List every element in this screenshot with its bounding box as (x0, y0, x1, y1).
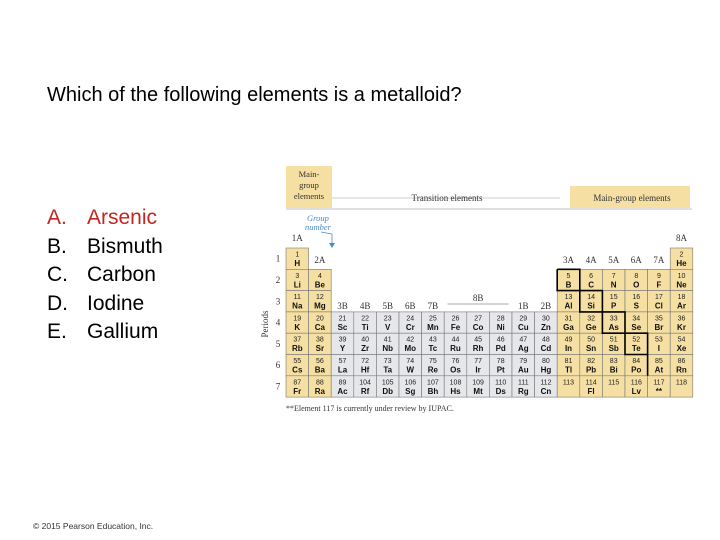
element-number: 56 (316, 358, 324, 365)
element-number: 77 (474, 358, 482, 365)
element-symbol: Ga (563, 322, 574, 332)
element-symbol: K (294, 322, 301, 332)
element-symbol: Lv (631, 386, 641, 396)
element-number: 50 (587, 336, 595, 344)
element-symbol: Ir (475, 365, 481, 375)
element-number: 19 (293, 315, 302, 323)
element-number: 87 (293, 379, 302, 387)
element-symbol: At (654, 365, 664, 375)
element-symbol: Ag (517, 344, 529, 354)
element-symbol: Be (314, 280, 326, 290)
element-number: 45 (474, 336, 482, 344)
element-symbol: Br (654, 322, 664, 332)
element-number: 13 (564, 294, 573, 302)
element-number: 7 (611, 272, 616, 280)
element-symbol: Cl (654, 301, 663, 311)
answer-list (47, 204, 163, 347)
element-symbol: Cs (292, 365, 303, 375)
main-group-header-right-label: Main-group elements (593, 193, 671, 203)
element-symbol: As (608, 322, 619, 332)
periodic-table-figure (260, 164, 700, 434)
element-number: 47 (519, 336, 528, 344)
element-symbol: Rb (291, 344, 303, 354)
element-symbol: Bh (427, 386, 439, 396)
element-symbol: Kr (677, 322, 686, 332)
element-symbol: Ne (676, 280, 687, 290)
element-number: 6 (589, 272, 594, 280)
element-number: 30 (542, 315, 550, 323)
element-number: 16 (632, 294, 641, 302)
element-number: 107 (427, 379, 439, 387)
element-number: 12 (316, 294, 324, 302)
element-symbol: Ge (585, 322, 597, 332)
element-number: 89 (338, 379, 347, 387)
element-number: 105 (381, 379, 394, 387)
element-number: 79 (519, 358, 528, 365)
element-number: 75 (429, 358, 437, 365)
element-number: 44 (451, 336, 460, 344)
element-number: 76 (451, 358, 460, 365)
element-symbol: Al (564, 301, 573, 311)
element-symbol: V (385, 322, 391, 332)
element-number: 112 (540, 379, 552, 387)
element-number: 115 (608, 379, 620, 387)
element-symbol: Mn (427, 322, 439, 332)
answer-e (47, 318, 163, 347)
element-number: 25 (429, 315, 437, 323)
element-symbol: Rf (360, 386, 370, 396)
element-symbol: Hs (450, 386, 461, 396)
group-label: 1B (518, 301, 529, 311)
answer-letter: B. (47, 234, 67, 258)
answer-c (47, 261, 163, 290)
element-symbol: F (656, 280, 662, 290)
element-number: 17 (655, 294, 663, 302)
element-symbol: Ti (361, 322, 369, 332)
copyright-footer: © 2015 Pearson Education, Inc. (33, 521, 154, 531)
element-number: 2 (679, 251, 684, 259)
element-number: 34 (632, 315, 641, 323)
element-symbol: Ca (314, 322, 326, 332)
element-number: 22 (361, 315, 369, 323)
element-symbol: Mg (314, 301, 326, 311)
answer-letter: E. (47, 320, 67, 343)
element-number: 84 (632, 358, 641, 365)
period-number: 2 (275, 274, 281, 285)
element-number: 46 (496, 336, 505, 344)
period-number: 7 (275, 381, 281, 392)
answer-letter: A. (47, 206, 67, 229)
element-number: 33 (609, 315, 618, 323)
element-number: 57 (338, 358, 347, 365)
element-symbol: Rg (517, 386, 529, 396)
element-symbol: Os (450, 365, 461, 375)
element-symbol: Xe (676, 344, 687, 354)
element-number: 117 (653, 379, 665, 387)
element-number: 29 (519, 315, 528, 323)
element-symbol: Pb (585, 365, 597, 375)
element-symbol: Cr (405, 322, 415, 332)
element-symbol: Pt (496, 365, 505, 375)
element-symbol: Te (631, 344, 641, 354)
element-number: 104 (359, 379, 371, 387)
main-group-header-left-label: elements (293, 191, 325, 201)
group-label: 5B (382, 301, 393, 311)
element-number: 81 (564, 358, 573, 365)
question-text: Which of the following elements is a metalloid? (47, 84, 462, 106)
element-number: 52 (632, 336, 641, 344)
element-number: 26 (451, 315, 460, 323)
element-number: 27 (474, 315, 482, 323)
element-symbol: Mo (404, 344, 417, 354)
group-label: 4B (359, 301, 371, 311)
element-number: 116 (630, 379, 642, 387)
group-label: 2B (540, 301, 552, 311)
element-number: 42 (406, 336, 415, 344)
element-symbol: Ds (495, 386, 506, 396)
element-number: 113 (562, 379, 575, 387)
element-number: 53 (655, 336, 663, 344)
element-number: 110 (495, 379, 507, 387)
element-symbol: La (337, 365, 348, 375)
element-number: 73 (383, 358, 392, 365)
element-number: 37 (293, 336, 302, 344)
element-number: 3 (295, 272, 300, 280)
element-symbol: O (633, 280, 640, 290)
element-symbol: Tl (564, 365, 573, 375)
answer-text: Gallium (87, 320, 159, 343)
element-symbol: Sr (315, 344, 325, 354)
element-number: 83 (609, 358, 618, 365)
element-number: 118 (675, 379, 688, 387)
element-symbol: Ac (337, 386, 348, 396)
element-symbol: Si (587, 301, 595, 311)
group-label: 3B (337, 301, 348, 311)
element-number: 106 (404, 379, 417, 387)
main-group-header-left-label: Main- (298, 169, 320, 179)
element-symbol: Y (339, 344, 346, 354)
group-label: 7B (427, 301, 439, 311)
answer-text: Carbon (87, 263, 156, 286)
element-symbol: He (676, 259, 687, 268)
element-number: 88 (316, 379, 324, 387)
element-number: 15 (609, 294, 618, 302)
answer-b (47, 233, 163, 262)
element-number: 10 (677, 272, 686, 280)
answer-d (47, 290, 163, 319)
element-number: 49 (564, 336, 573, 344)
periods-axis-label: Periods (260, 310, 270, 338)
answer-letter: D. (47, 291, 68, 315)
element-symbol: Fr (293, 386, 302, 396)
element-symbol: Zn (541, 322, 551, 332)
period-number: 3 (275, 296, 281, 307)
element-number: 28 (496, 315, 505, 323)
element-symbol: Rh (472, 344, 484, 354)
element-number: 21 (338, 315, 347, 323)
element-number: 38 (316, 336, 324, 344)
element-number: 35 (655, 315, 663, 323)
element-number: 43 (429, 336, 437, 344)
element-symbol: Na (292, 301, 303, 311)
answer-text: Arsenic (87, 206, 158, 229)
element-symbol: Mt (473, 386, 483, 396)
element-symbol: Nb (382, 344, 394, 354)
group-number-arrow-head (329, 243, 335, 248)
element-number: 86 (677, 358, 686, 365)
element-number: 72 (361, 358, 369, 365)
element-symbol: Ru (450, 344, 461, 354)
element-number: 18 (677, 294, 686, 302)
element-symbol: Ni (496, 322, 505, 332)
element-number: 55 (293, 358, 302, 365)
element-number: 85 (655, 358, 663, 365)
element-symbol: Rn (676, 365, 687, 375)
group-label: 7A (653, 255, 665, 265)
element-symbol: B (565, 280, 572, 290)
group-label: 1A (291, 233, 303, 243)
element-symbol: H (294, 259, 301, 268)
element-number: 36 (677, 315, 686, 323)
element-number: 4 (317, 272, 322, 280)
element-symbol: Ra (314, 386, 326, 396)
answer-text: Bismuth (87, 234, 163, 258)
group-label: 3A (563, 255, 574, 265)
element-symbol: ** (655, 386, 663, 396)
element-symbol: Fe (450, 322, 461, 332)
period-number: 1 (275, 253, 281, 264)
element-symbol: C (588, 280, 594, 290)
element-symbol: Tc (428, 344, 438, 354)
element-number: 109 (472, 379, 484, 387)
element-symbol: Re (427, 365, 439, 375)
element-number: 114 (585, 379, 597, 387)
transition-header-label: Transition elements (411, 193, 483, 203)
element-symbol: Hg (540, 365, 552, 375)
element-symbol: Sn (585, 344, 597, 354)
element-number: 1 (295, 251, 300, 259)
element-symbol: In (564, 344, 573, 354)
element-number: 40 (361, 336, 369, 344)
element-symbol: Fl (587, 386, 595, 396)
element-number: 111 (517, 379, 529, 387)
element-number: 41 (383, 336, 392, 344)
element-symbol: Bi (609, 365, 618, 375)
element-symbol: W (406, 365, 415, 375)
group-label: 2A (314, 255, 326, 265)
element-symbol: Hf (360, 365, 370, 375)
element-symbol: Se (631, 322, 642, 332)
element-number: 5 (566, 272, 571, 280)
answer-a (47, 204, 163, 233)
element-number: 9 (656, 272, 661, 280)
period-number: 5 (275, 338, 281, 349)
element-symbol: Co (472, 322, 484, 332)
element-symbol: Pd (495, 344, 506, 354)
element-symbol: Po (631, 365, 642, 375)
element-number: 23 (383, 315, 392, 323)
period-number: 6 (275, 360, 281, 371)
element-symbol: Sb (608, 344, 619, 354)
element-symbol: N (610, 280, 617, 290)
element-number: 54 (677, 336, 686, 344)
element-number: 39 (338, 336, 347, 344)
element-symbol: Ba (314, 365, 326, 375)
group-number-annotation: number (305, 222, 331, 232)
period-number: 4 (275, 317, 281, 328)
element-number: 31 (564, 315, 573, 323)
element-symbol: Li (293, 280, 301, 290)
element-symbol: P (611, 301, 617, 311)
element-number: 108 (449, 379, 462, 387)
element-number: 24 (406, 315, 415, 323)
group-number-arrow-line (321, 232, 332, 234)
element-symbol: Sg (405, 386, 416, 396)
element-symbol: Ar (677, 301, 686, 311)
element-symbol: Cu (517, 322, 529, 332)
element-symbol: Au (517, 365, 529, 375)
element-number: 8 (634, 272, 639, 280)
element-number: 14 (587, 294, 595, 302)
answer-letter: C. (47, 263, 68, 286)
element-symbol: Ta (383, 365, 393, 375)
group-label: 6A (630, 255, 642, 265)
group-label: 5A (608, 255, 620, 265)
answer-text: Iodine (87, 291, 145, 315)
element-symbol: Cd (540, 344, 552, 354)
element-symbol: Cn (540, 386, 552, 396)
element-symbol: I (657, 344, 661, 354)
element-number: 82 (587, 358, 595, 365)
group-label: 8B (472, 293, 484, 303)
group-number-annotation: Group (307, 213, 329, 223)
element-symbol: Db (382, 386, 394, 396)
element-number: 48 (542, 336, 550, 344)
group-label: 8A (676, 233, 687, 243)
element-number: 51 (609, 336, 618, 344)
element-number: 74 (406, 358, 415, 365)
element-number: 11 (293, 294, 301, 302)
main-group-header-left-label: group (299, 180, 319, 190)
element-number: 80 (542, 358, 550, 365)
element-symbol: Sc (337, 322, 348, 332)
element-number: 32 (587, 315, 595, 323)
group-label: 4A (585, 255, 597, 265)
element-symbol: S (633, 301, 639, 311)
element-number: 20 (316, 315, 324, 323)
element-number: 78 (496, 358, 505, 365)
iupac-note: **Element 117 is currently under review by IUPAC. (286, 404, 454, 414)
group-label: 6B (405, 301, 416, 311)
element-symbol: Zr (361, 344, 370, 354)
